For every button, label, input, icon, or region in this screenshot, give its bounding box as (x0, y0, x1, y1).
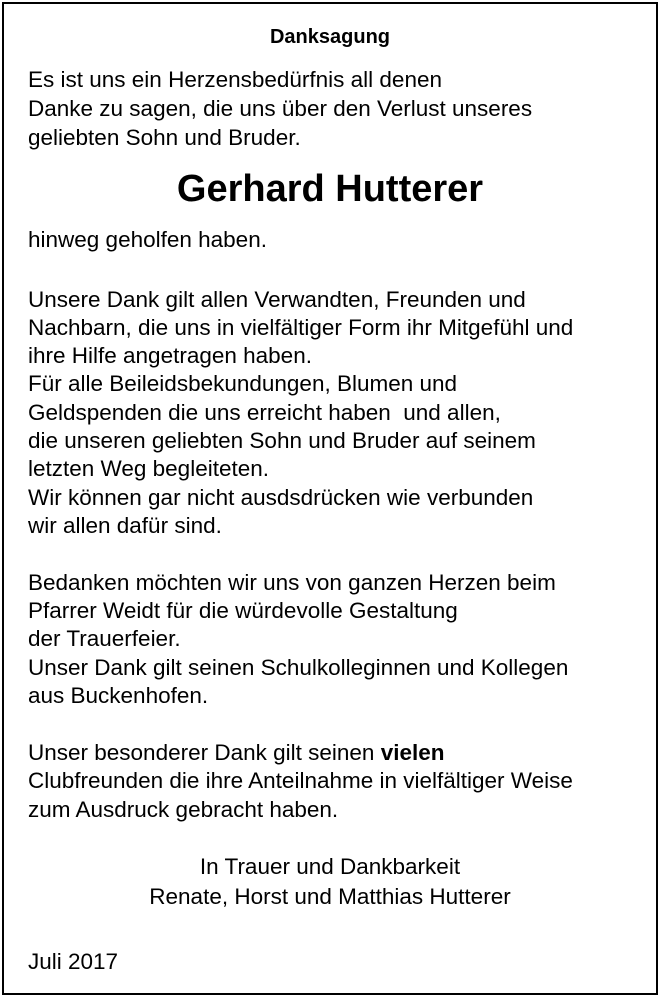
paragraph3-line (28, 740, 445, 766)
paragraph3-line: Clubfreunden die ihre Anteilnahme in vielfältiger Weise (28, 768, 573, 793)
paragraph1-line: Unsere Dank gilt allen Verwandten, Freunden und (28, 287, 526, 312)
emphasis-text: vielen (380, 740, 445, 765)
paragraph2-line: Bedanken möchten wir uns von ganzen Herzen beim (28, 570, 556, 595)
paragraph1-line: Wir können gar nicht ausdsdrücken wie verbunden (28, 485, 534, 510)
paragraph1-line: die unseren geliebten Sohn und Bruder auf seinem (28, 428, 536, 453)
paragraph2-line: aus Buckenhofen. (28, 683, 209, 708)
deceased-name: Gerhard Hutterer (176, 168, 484, 210)
paragraph1-line: Für alle Beileidsbekundungen, Blumen und (28, 371, 458, 396)
paragraph1-line: letzten Weg begleiteten. (28, 456, 269, 481)
intro-line: Danke zu sagen, die uns über den Verlust unseres (28, 96, 533, 121)
paragraph2-line: Unser Dank gilt seinen Schulkolleginnen und Kollegen (28, 655, 569, 680)
obituary-notice (2, 2, 658, 995)
notice-heading: Danksagung (269, 26, 391, 48)
paragraph1-line: Geldspenden die uns erreicht haben und allen, (28, 400, 501, 425)
paragraph3-text: Unser besonderer Dank gilt seinen (28, 740, 381, 765)
paragraph2-line: Pfarrer Weidt für die würdevolle Gestaltung (28, 598, 458, 623)
closing-line: In Trauer und Dankbarkeit (199, 854, 461, 879)
intro-line: geliebten Sohn und Bruder. (28, 125, 301, 150)
paragraph1-line: Nachbarn, die uns in vielfältiger Form ihr Mitgefühl und (28, 315, 574, 340)
after-name-line: hinweg geholfen haben. (28, 227, 267, 252)
intro-line: Es ist uns ein Herzensbedürfnis all denen (28, 67, 442, 92)
notice-date: Juli 2017 (28, 949, 119, 974)
paragraph3-line: zum Ausdruck gebracht haben. (28, 797, 339, 822)
paragraph2-line: der Trauerfeier. (28, 626, 181, 651)
paragraph1-line: wir allen dafür sind. (28, 513, 222, 538)
signatories: Renate, Horst und Matthias Hutterer (149, 884, 511, 909)
paragraph1-line: ihre Hilfe angetragen haben. (28, 343, 312, 368)
